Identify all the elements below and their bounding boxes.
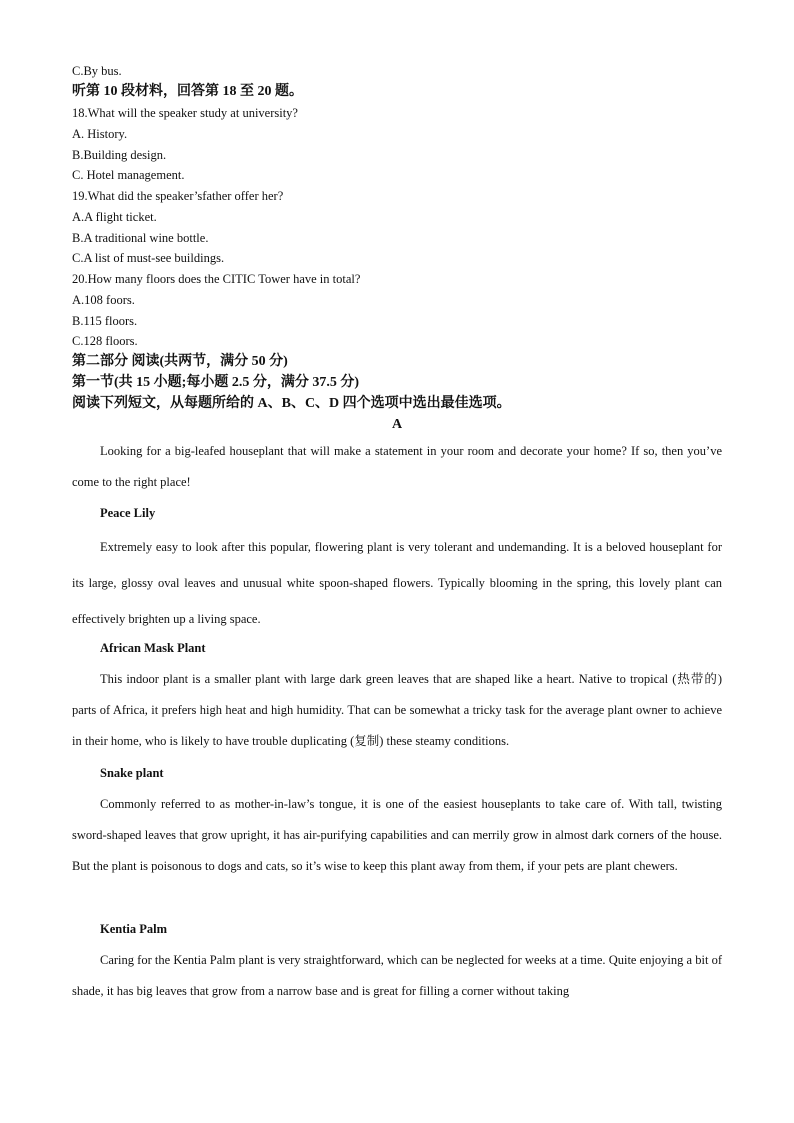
plant-heading-kentia-palm: Kentia Palm	[100, 922, 168, 936]
section1-title: 第一节(共 15 小题;每小题 2.5 分，满分 37.5 分)	[72, 375, 359, 390]
q17-option-c: C.By bus.	[72, 64, 122, 78]
q18-option-b: B.Building design.	[72, 148, 167, 162]
q19-option-c: C.A list of must-see buildings.	[72, 251, 225, 265]
part2-title: 第二部分 阅读(共两节，满分 50 分)	[72, 354, 288, 369]
plant-heading-african-mask: African Mask Plant	[100, 641, 206, 655]
q19-option-b: B.A traditional wine bottle.	[72, 231, 209, 245]
section10-instruction: 听第 10 段材料，回答第 18 至 20 题。	[72, 84, 303, 99]
passage-label: A	[391, 417, 403, 432]
q19-option-a: A.A flight ticket.	[72, 210, 157, 224]
plant-text-kentia-palm: Caring for the Kentia Palm plant is very straightforward, which can be neglected for weeks at a time. Quite enjoying a bit of shade, it has big leaves that grow from a narrow base and is great for filling a corner without taking	[72, 953, 722, 998]
q20-option-c: C.128 floors.	[72, 334, 138, 348]
plant-text-peace-lily: Extremely easy to look after this popular, flowering plant is very tolerant and undemanding. It is a beloved houseplant for its large, glossy oval leaves and unusual white spoon-shaped flowers. Typically blooming in the spring, this lovely plant can effectively brighten up a living space.	[72, 540, 722, 626]
q18-option-c: C. Hotel management.	[72, 168, 185, 182]
plant-heading-peace-lily: Peace Lily	[100, 506, 156, 520]
q18-option-a: A. History.	[72, 127, 128, 141]
q20-option-b: B.115 floors.	[72, 314, 138, 328]
plant-heading-snake-plant: Snake plant	[100, 766, 164, 780]
reading-instruction: 阅读下列短文，从每题所给的 A、B、C、D 四个选项中选出最佳选项。	[72, 396, 511, 411]
q20-option-a: A.108 foors.	[72, 293, 135, 307]
plant-text-african-mask: This indoor plant is a smaller plant with large dark green leaves that are shaped like a heart. Native to tropical (热带的) parts of Africa, it prefers high heat and high humidity. That can be somewhat a tricky task for the average plant owner to achieve in their home, who is likely to have trouble duplicating (复制) these steamy conditions.	[72, 672, 722, 748]
plant-text-snake-plant: Commonly referred to as mother-in-law’s tongue, it is one of the easiest houseplants to take care of. With tall, twisting sword-shaped leaves that grow upright, it has air-purifying capabilities and can merrily grow in almost dark corners of the house. But the plant is poisonous to dogs and cats, so it’s wise to keep this plant away from them, if your pets are plant chewers.	[72, 797, 722, 873]
intro-paragraph: Looking for a big-leafed houseplant that will make a statement in your room and decorate your home? If so, then you’ve come to the right place!	[72, 444, 722, 489]
question-18: 18.What will the speaker study at university?	[72, 106, 298, 120]
question-20: 20.How many floors does the CITIC Tower have in total?	[72, 272, 361, 286]
question-19: 19.What did the speaker’sfather offer her?	[72, 189, 284, 203]
